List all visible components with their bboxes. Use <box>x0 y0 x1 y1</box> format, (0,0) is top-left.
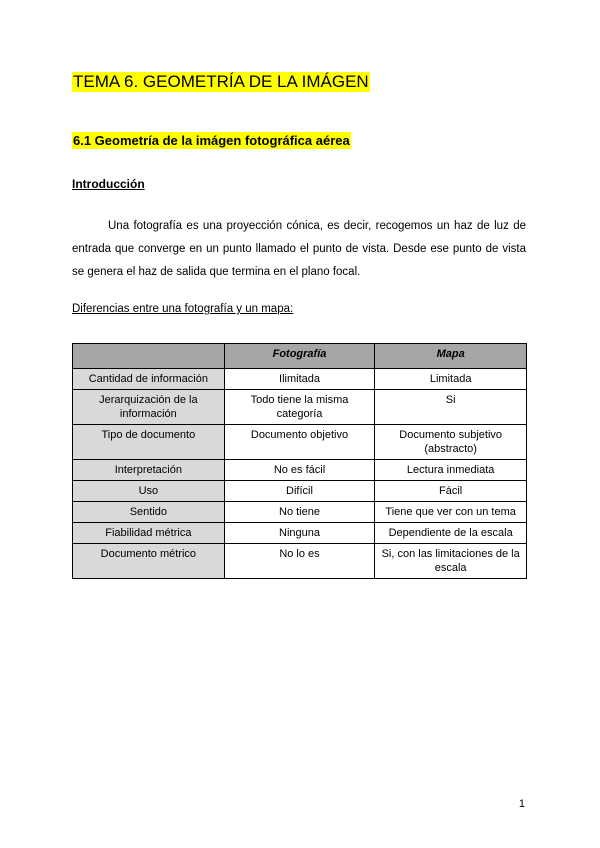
cell-mapa: Si <box>375 390 527 425</box>
table-row <box>73 460 527 481</box>
table-row <box>73 425 527 460</box>
table-header-row <box>73 344 527 369</box>
section-title: 6.1 Geometría de la imágen fotográfica aérea <box>73 133 350 148</box>
page-number: 1 <box>518 798 525 810</box>
row-label: Cantidad de información <box>73 369 225 390</box>
table-row <box>73 390 527 425</box>
intro-paragraph: Una fotografía es una proyección cónica, es decir, recogemos un haz de luz de entrada que converge en un punto llamado el punto de vista. Desde ese punto de vista se genera el haz de salida que termina en el plano focal. <box>72 220 526 278</box>
table-header-fotografia: Fotografía <box>224 344 375 369</box>
table-header-empty <box>73 344 225 369</box>
row-label: Documento métrico <box>73 544 225 579</box>
row-label: Tipo de documento <box>73 425 225 460</box>
table-caption: Diferencias entre una fotografía y un mapa: <box>72 303 294 315</box>
cell-fotografia: No tiene <box>224 502 375 523</box>
table-row <box>73 544 527 579</box>
row-label: Uso <box>73 481 225 502</box>
table-row <box>73 481 527 502</box>
table-header-mapa: Mapa <box>375 344 527 369</box>
cell-fotografia: Documento objetivo <box>224 425 375 460</box>
cell-fotografia: No es fácil <box>224 460 375 481</box>
cell-fotografia: Todo tiene la misma categoría <box>224 390 375 425</box>
table-row <box>73 523 527 544</box>
page-title: TEMA 6. GEOMETRÍA DE LA IMÁGEN <box>73 72 369 91</box>
cell-mapa: Documento subjetivo (abstracto) <box>375 425 527 460</box>
cell-fotografia: Ninguna <box>224 523 375 544</box>
row-label: Sentido <box>73 502 225 523</box>
cell-fotografia: Ilimitada <box>224 369 375 390</box>
cell-mapa: Dependiente de la escala <box>375 523 527 544</box>
cell-mapa: Limitada <box>375 369 527 390</box>
cell-fotografia: Difícil <box>224 481 375 502</box>
comparison-table <box>72 343 527 579</box>
subsection-title: Introducción <box>72 177 145 191</box>
row-label: Fiabilidad métrica <box>73 523 225 544</box>
row-label: Interpretación <box>73 460 225 481</box>
table-row <box>73 502 527 523</box>
cell-mapa: Si, con las limitaciones de la escala <box>375 544 527 579</box>
cell-mapa: Fácil <box>375 481 527 502</box>
cell-mapa: Lectura inmediata <box>375 460 527 481</box>
table-row <box>73 369 527 390</box>
row-label: Jerarquización de la información <box>73 390 225 425</box>
cell-mapa: Tiene que ver con un tema <box>375 502 527 523</box>
cell-fotografia: No lo es <box>224 544 375 579</box>
